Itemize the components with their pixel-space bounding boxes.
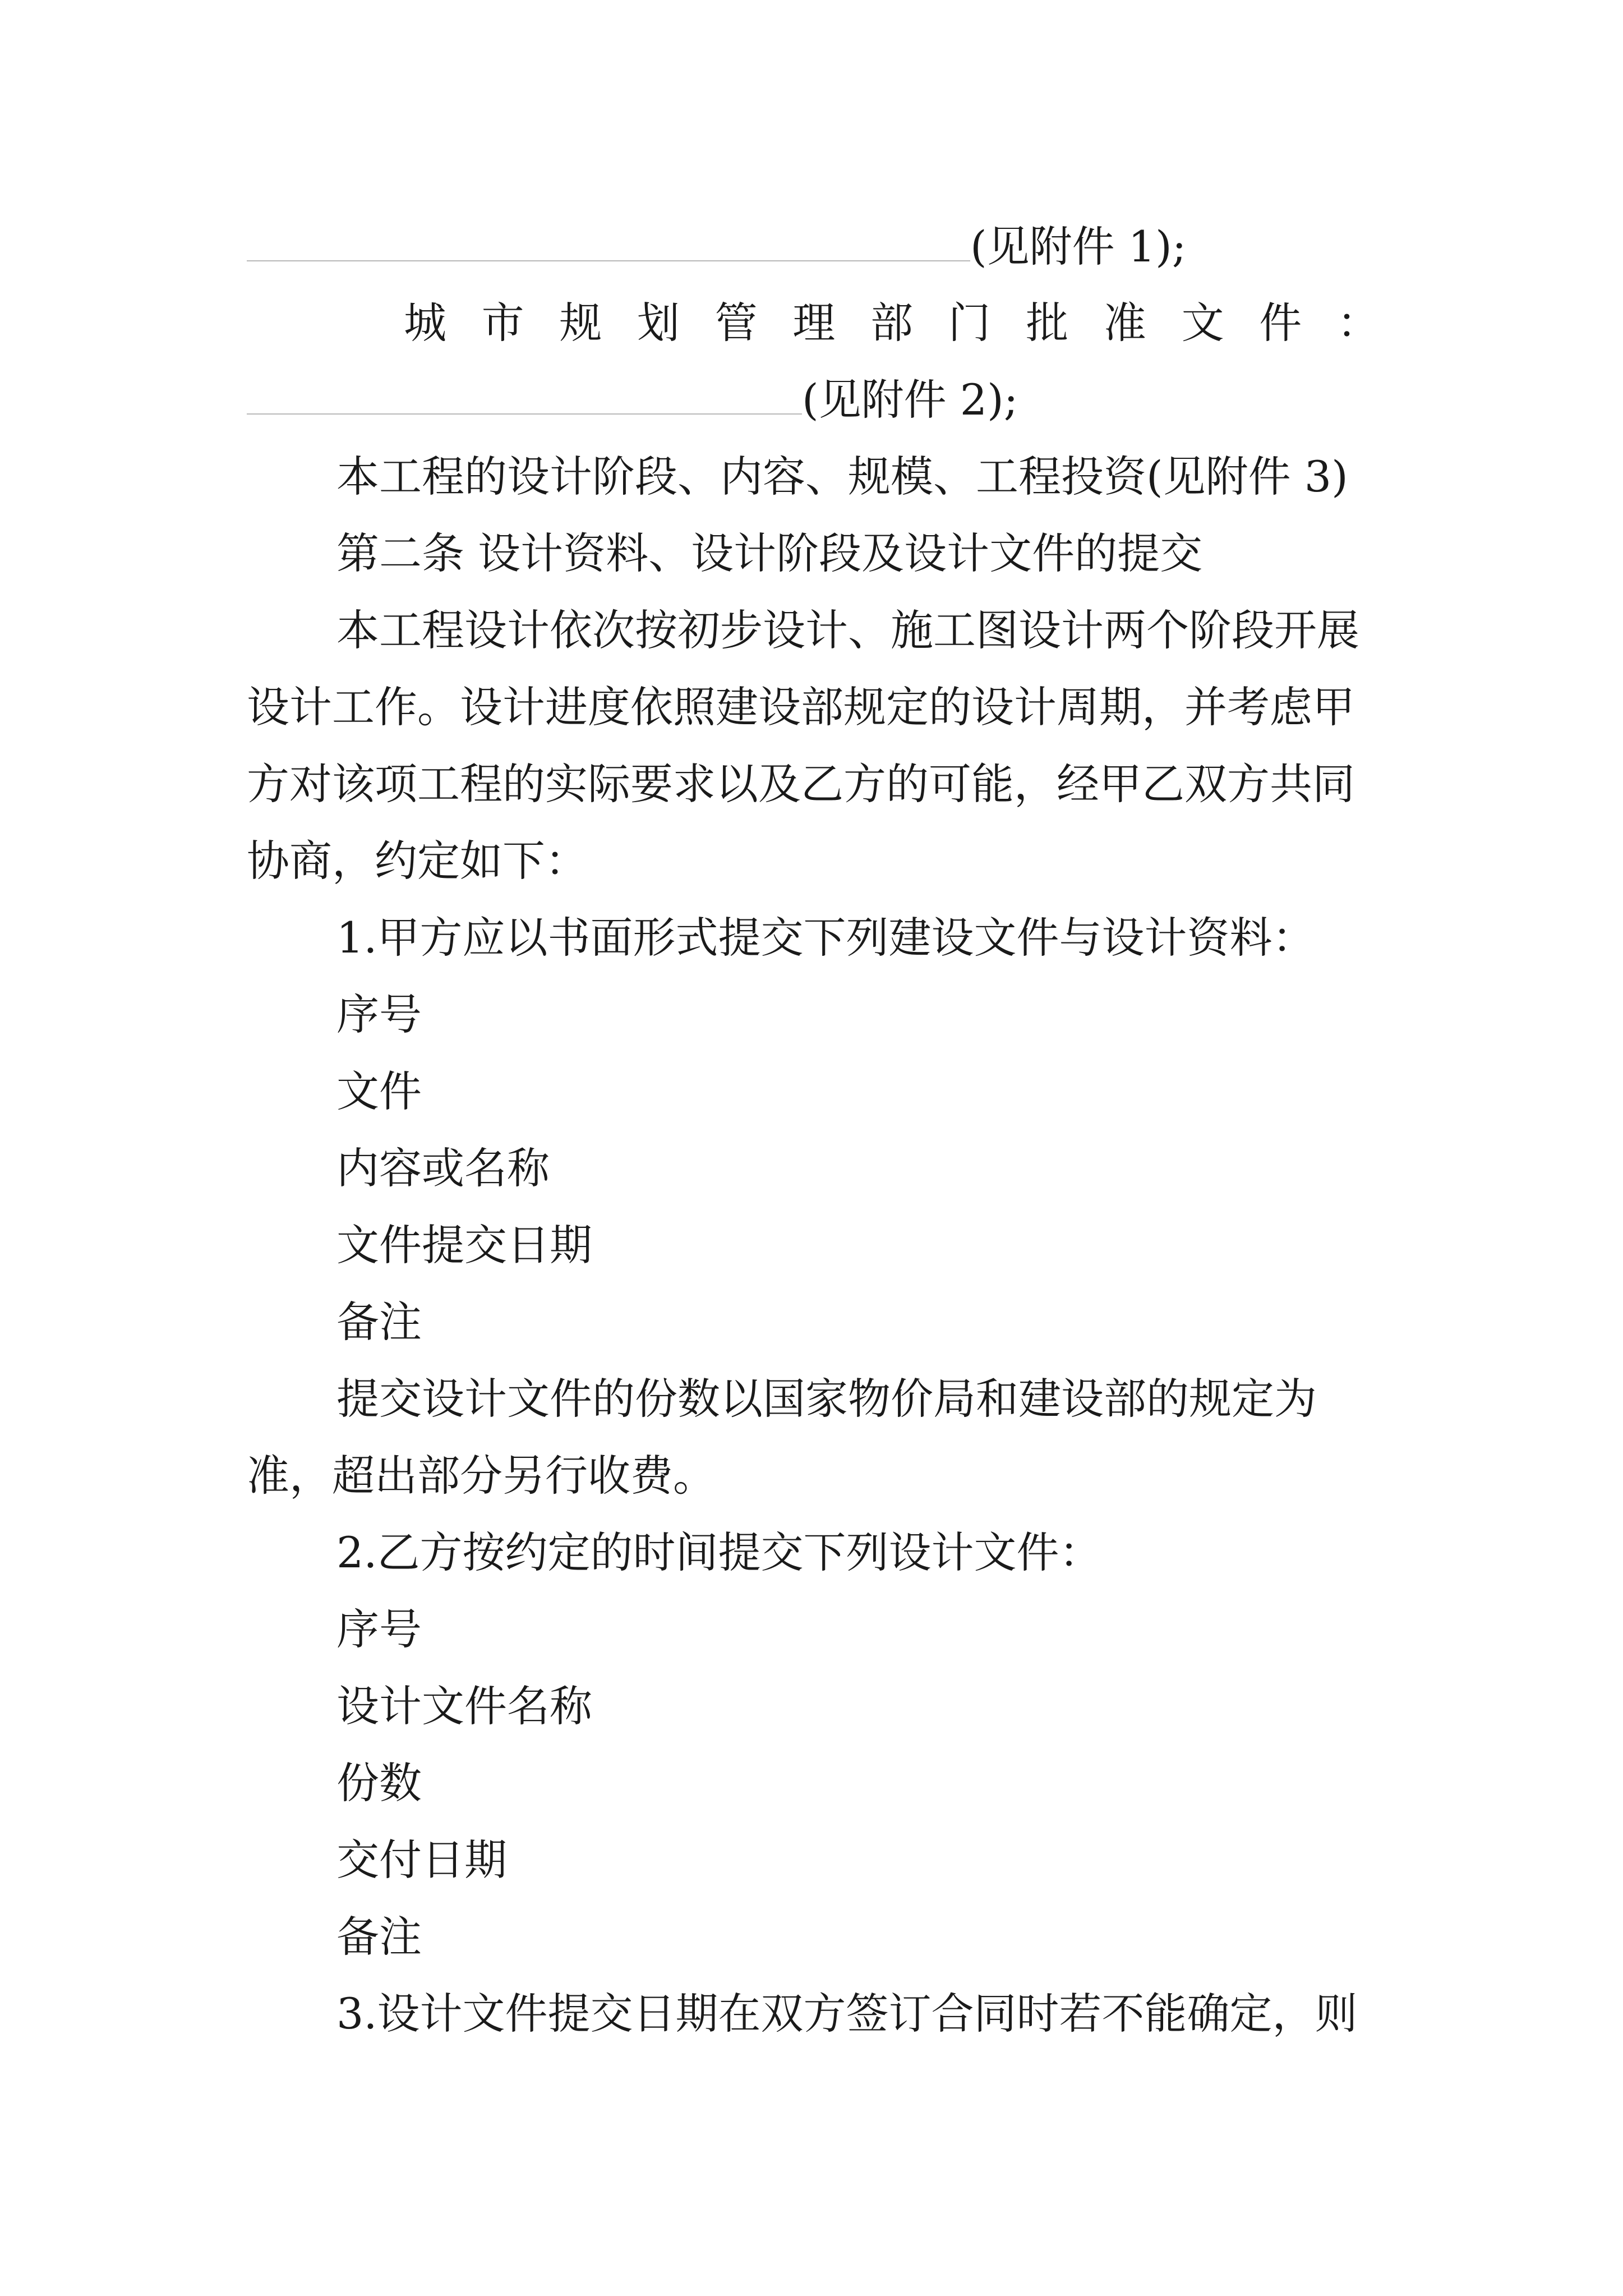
table-header-cell: 交付日期 [336,1835,507,1885]
table-header-cell: 备注 [336,1297,422,1347]
char: 门 [948,298,991,348]
paragraph-line: 协商，约定如下： [247,836,588,886]
char: 城 [404,298,446,348]
list-item: 1.甲方应以书面形式提交下列建设文件与设计资料： [336,913,1315,963]
char: 部 [870,298,913,348]
char: 划 [637,298,680,348]
paragraph-line: 本工程的设计阶段、内容、规模、工程投资(见附件 3) [336,452,1348,501]
paragraph-line: 本工程设计依次按初步设计、施工图设计两个阶段开展 [336,605,1359,655]
list-item: 2.乙方按约定的时间提交下列设计文件： [336,1527,1102,1577]
char: 理 [792,298,836,348]
char: 准 [1103,298,1146,348]
attachment-2-line [247,361,1385,439]
paragraph-line: 设计工作。设计进度依照建设部规定的设计周期，并考虑甲 [247,682,1355,732]
planning-approval-line [404,284,1380,362]
char: 市 [481,298,524,348]
table-header-cell: 序号 [336,1604,422,1654]
char: 文 [1181,298,1224,348]
table-header-cell: 内容或名称 [336,1143,550,1193]
char: ： [1336,298,1380,348]
section-heading: 第二条 设计资料、设计阶段及设计文件的提交 [336,528,1203,578]
fill-in-blank [247,208,970,261]
table-header-cell: 设计文件名称 [336,1681,592,1731]
fill-in-blank [247,361,802,415]
char: 件 [1259,298,1302,348]
table-header-cell: 文件提交日期 [336,1220,592,1270]
char: 批 [1026,298,1069,348]
table-header-cell: 备注 [336,1912,422,1962]
char: 管 [714,298,758,348]
paragraph-line: 准，超出部分另行收费。 [247,1451,716,1501]
attachment-1-line [247,208,1385,286]
table-header-cell: 份数 [336,1758,422,1808]
table-header-cell: 序号 [336,990,422,1039]
char: 规 [559,298,602,348]
table-header-cell: 文件 [336,1066,422,1116]
attachment-1-ref: (见附件 1); [970,222,1187,272]
paragraph-line: 方对该项工程的实际要求以及乙方的可能，经甲乙双方共同 [247,759,1355,809]
paragraph-line: 提交设计文件的份数以国家物价局和建设部的规定为 [336,1374,1317,1424]
attachment-2-ref: (见附件 2); [802,375,1018,425]
list-item: 3.设计文件提交日期在双方签订合同时若不能确定，则 [336,1989,1358,2039]
